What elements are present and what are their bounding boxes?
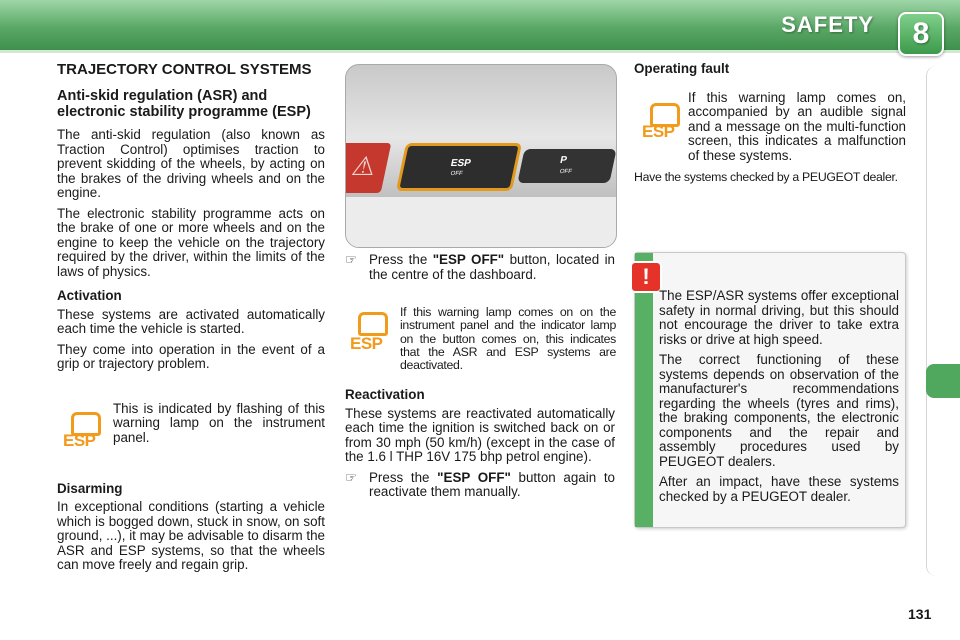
- left-column: [57, 62, 325, 579]
- right-column: [634, 62, 906, 190]
- reactivation-heading: Reactivation: [345, 387, 425, 402]
- parking-sensor-button: P OFF: [517, 149, 616, 183]
- activation-paragraph: They come into operation in the event of a grip or trajectory problem.: [57, 341, 325, 371]
- section-title: TRAJECTORY CONTROL SYSTEMS: [57, 61, 312, 78]
- page-title: SAFETY: [781, 12, 874, 37]
- activation-heading: Activation: [57, 288, 122, 303]
- press-instruction: ☞ Press the "ESP OFF" button, located in the centre of the dashboard.: [345, 252, 615, 282]
- lamp-block: [57, 402, 325, 472]
- note-paragraph: The correct functioning of these systems depends on observation of the manufacturer's recommendations regarding the wheels (tyres and rims), the braking components, the electronic components and the repair and assembly procedures used by PEUGEOT dealers.: [659, 352, 899, 469]
- disarming-paragraph: In exceptional conditions (starting a vehicle which is bogged down, stuck in snow, on soft ground, ...), it may be advisable to disarm the ASR and ESP systems, so that the wheels can move freely and regain grip.: [57, 499, 325, 572]
- header-divider: [0, 50, 960, 53]
- disarming-heading: Disarming: [57, 480, 123, 496]
- note-accent-bar: [635, 253, 653, 527]
- dashboard-photo: [345, 64, 617, 248]
- page-number: 131: [908, 606, 932, 622]
- hazard-button: ⚠: [345, 143, 391, 193]
- fault-description: If this warning lamp comes on, accompanied by an audible signal and a message on the multi-function screen, this indicates a malfunction of these systems.: [688, 89, 906, 163]
- fault-heading: Operating fault: [634, 61, 730, 76]
- page-edge-tabs: [926, 66, 960, 576]
- reactivation-block: [345, 378, 615, 506]
- esp-off-button: ESP OFF: [396, 143, 522, 191]
- fault-advice: Have the systems checked by a PEUGEOT dealer.: [634, 169, 898, 184]
- intro-paragraph: The anti-skid regulation (also known as Traction Control) optimises traction to prevent skidding of the wheels, by acting on the brakes of the driving wheels and on the engine.: [57, 127, 325, 200]
- intro-paragraph: The electronic stability programme acts on the brake of one or more wheels and on the engine to keep the vehicle on the trajectory required by the driver, within the limits of the laws of physics.: [57, 205, 325, 279]
- activation-paragraph: These systems are activated automatically each time the vehicle is started.: [57, 306, 325, 336]
- chapter-badge: 8: [898, 12, 944, 56]
- esp-warning-lamp-icon: ESP: [63, 412, 103, 458]
- esp-warning-lamp-icon: ESP: [642, 103, 682, 149]
- note-paragraph: After an impact, have these systems checked by a PEUGEOT dealer.: [659, 474, 899, 504]
- safety-note-box: [634, 252, 906, 528]
- note-paragraph: The ESP/ASR systems offer exceptional safety in normal driving, but this should not encourage the driver to take extra risks or drive at high speed.: [659, 288, 899, 347]
- warning-icon: !: [630, 261, 662, 293]
- chapter-tab: [926, 364, 960, 398]
- deactivated-description: If this warning lamp comes on on the instrument panel and the indicator lamp on the button comes on, this indicates that the ASR and ESP systems are deactivated.: [400, 305, 616, 373]
- esp-warning-lamp-icon: ESP: [350, 312, 390, 358]
- press-again-instruction: ☞ Press the "ESP OFF" button again to reactivate them manually.: [345, 469, 615, 499]
- reactivation-paragraph: These systems are reactivated automatically each time the ignition is switched back on or from 30 mph (50 km/h) (except in the case of the 1.6 l THP 16V 175 bhp petrol engine).: [345, 405, 615, 464]
- lamp-description: This is indicated by flashing of this warning lamp on the instrument panel.: [113, 400, 325, 445]
- section-subtitle: Anti-skid regulation (ASR) and electronic stability programme (ESP): [57, 88, 311, 120]
- fault-lamp-block: [634, 81, 906, 163]
